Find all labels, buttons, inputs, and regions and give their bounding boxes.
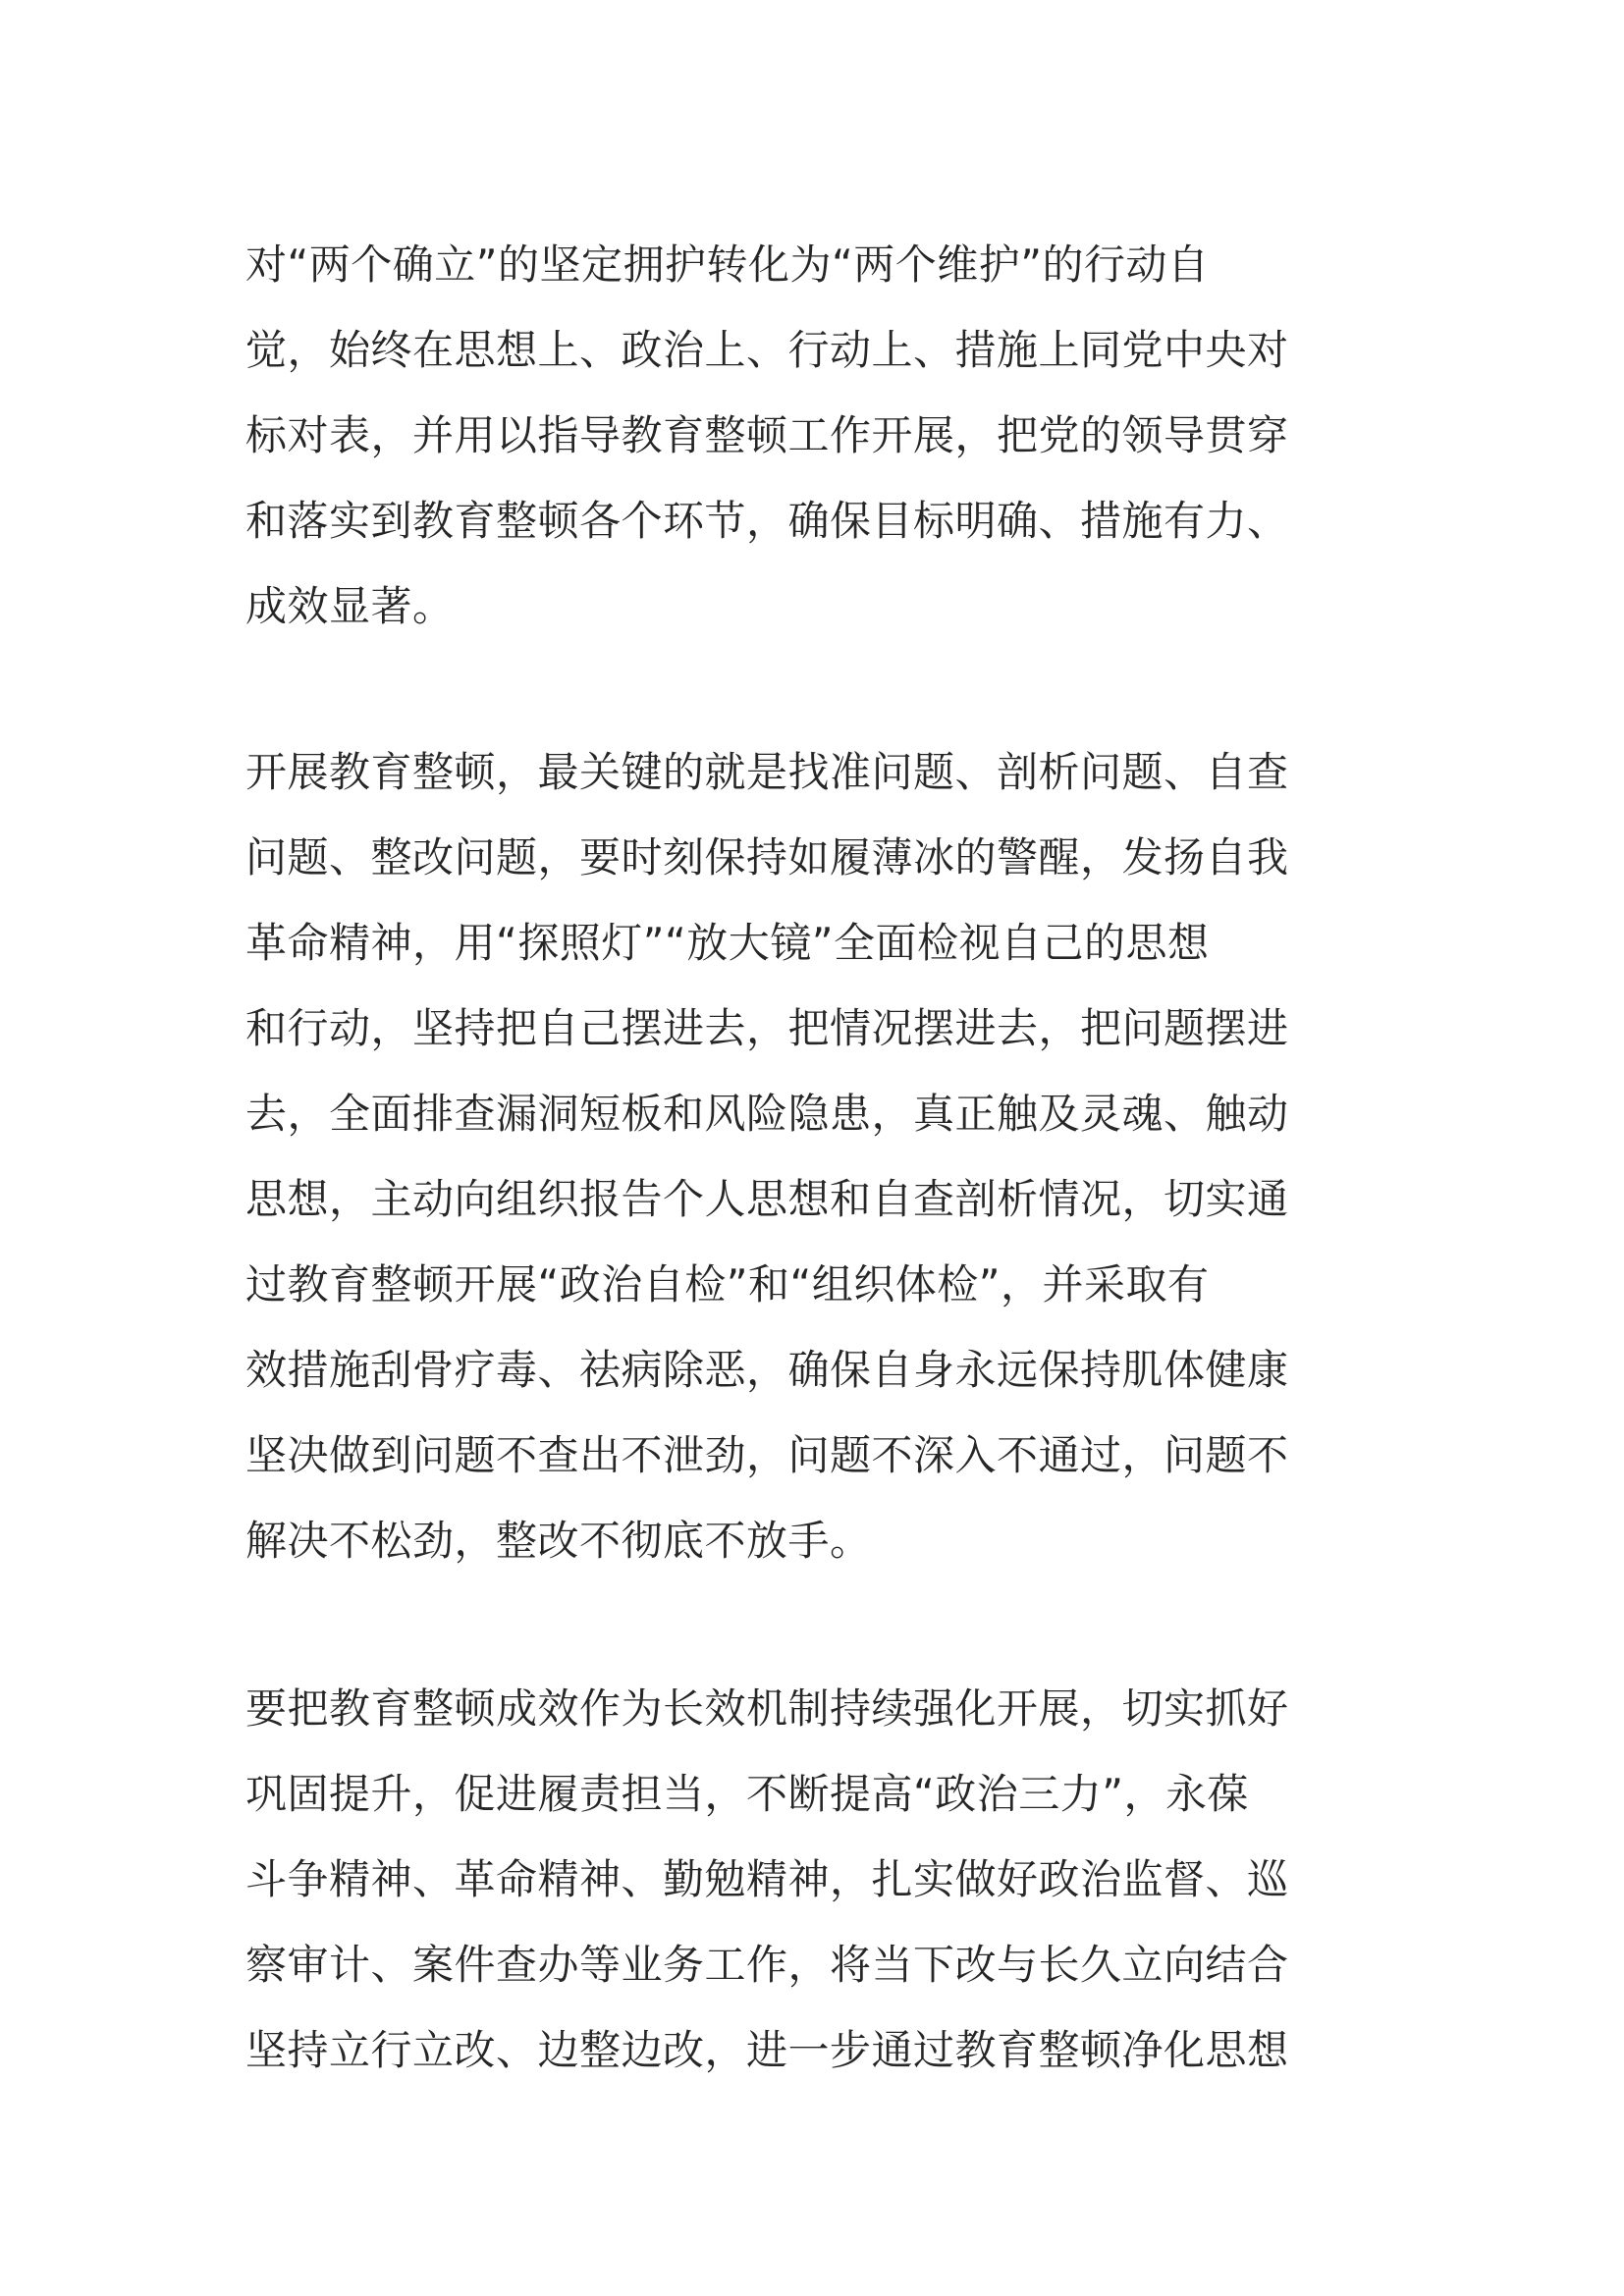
- paragraph-line: 坚决做到问题不查出不泄劲，问题不深入不通过，问题不: [245, 1431, 1289, 1479]
- paragraph-line: 和落实到教育整顿各个环节，确保目标明确、措施有力、: [245, 497, 1289, 545]
- paragraph-line: 要把教育整顿成效作为长效机制持续强化开展，切实抓好: [245, 1684, 1289, 1733]
- paragraph-line: 开展教育整顿，最关键的就是找准问题、剖析问题、自查: [245, 748, 1289, 796]
- paragraph-line: 和行动，坚持把自己摆进去，把情况摆进去，把问题摆进: [245, 1004, 1289, 1052]
- paragraph-line: 巩固提升，促进履责担当，不断提高“政治三力”，永葆: [245, 1770, 1250, 1818]
- paragraph-line: 革命精神，用“探照灯”“放大镜”全面检视自己的思想: [245, 919, 1210, 967]
- paragraph-line: 过教育整顿开展“政治自检”和“组织体检”，并采取有: [245, 1260, 1210, 1308]
- paragraph-line: 坚持立行立改、边整边改，进一步通过教育整顿净化思想: [245, 2026, 1289, 2074]
- paragraph-1: [245, 222, 1384, 649]
- paragraph-line: 对“两个确立”的坚定拥护转化为“两个维护”的行动自: [245, 240, 1210, 289]
- paragraph-line: 斗争精神、革命精神、勤勉精神，扎实做好政治监督、巡: [245, 1855, 1289, 1903]
- paragraph-2: [245, 729, 1384, 1583]
- paragraph-line: 效措施刮骨疗毒、祛病除恶，确保自身永远保持肌体健康: [245, 1346, 1289, 1394]
- paragraph-line: 问题、整改问题，要时刻保持如履薄冰的警醒，发扬自我: [245, 833, 1289, 881]
- paragraph-line: 成效显著。: [245, 582, 455, 630]
- paragraph-3: [245, 1666, 1384, 2093]
- paragraph-line: 觉，始终在思想上、政治上、行动上、措施上同党中央对: [245, 326, 1289, 374]
- paragraph-line: 标对表，并用以指导教育整顿工作开展，把党的领导贯穿: [245, 411, 1289, 459]
- paragraph-line: 去，全面排查漏洞短板和风险隐患，真正触及灵魂、触动: [245, 1090, 1289, 1138]
- paragraph-line: 解决不松劲，整改不彻底不放手。: [245, 1517, 872, 1565]
- paragraph-line: 察审计、案件查办等业务工作，将当下改与长久立向结合: [245, 1941, 1289, 1989]
- paragraph-line: 思想，主动向组织报告个人思想和自查剖析情况，切实通: [245, 1175, 1289, 1223]
